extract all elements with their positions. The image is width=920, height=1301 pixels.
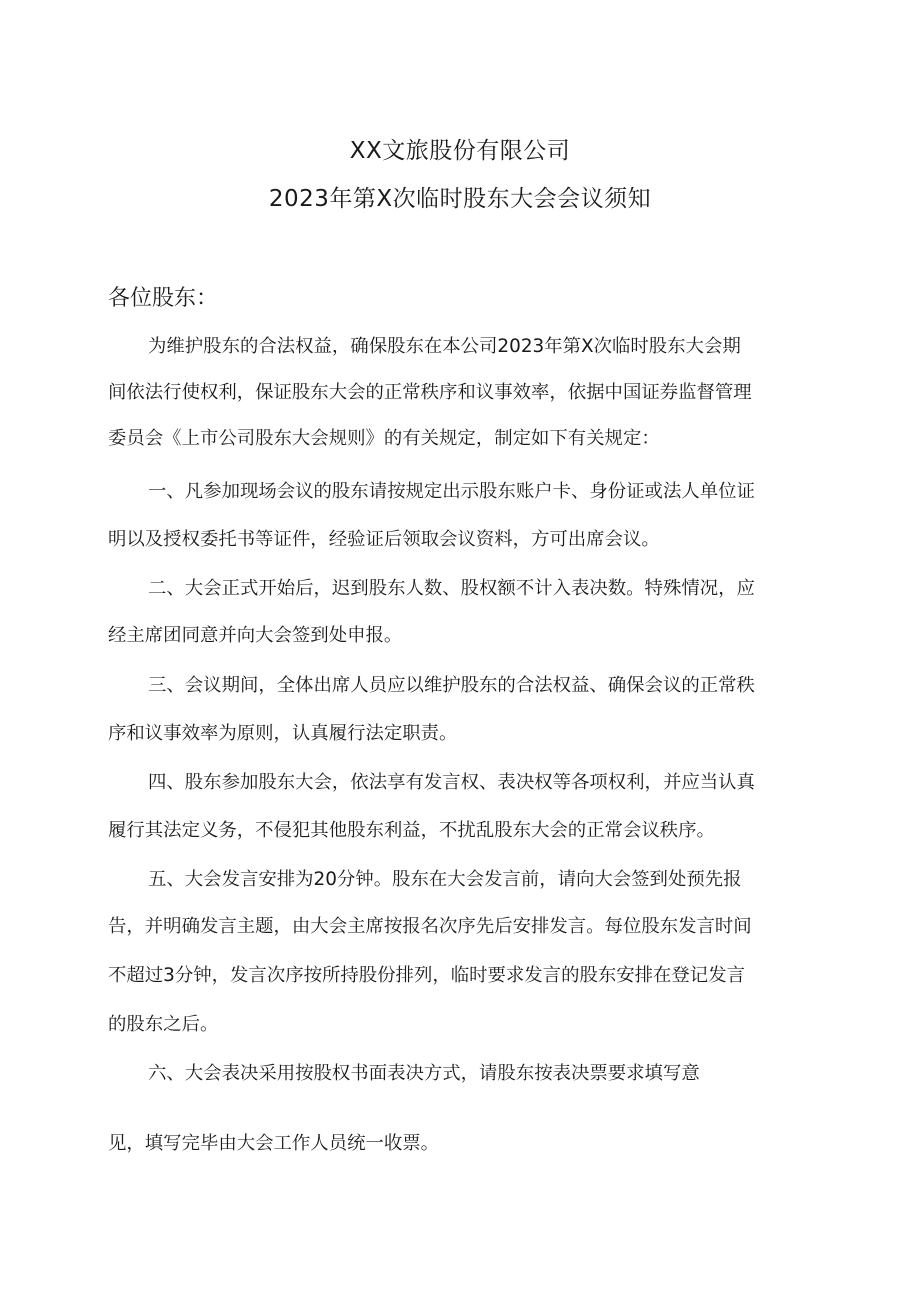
rule-6-line-1: 六、大会表决采用按股权书面表决方式，请股东按表决票要求填写意: [148, 1063, 700, 1084]
intro-line-2: 间依法行使权利，保证股东大会的正常秩序和议事效率，依据中国证券监督管理: [108, 382, 752, 403]
intro-line-3: 委员会《上市公司股东大会规则》的有关规定，制定如下有关规定：: [108, 428, 660, 449]
rule-1-line-1: 一、凡参加现场会议的股东请按规定出示股东账户卡、身份证或法人单位证: [148, 481, 755, 502]
intro-line-1: 为维护股东的合法权益，确保股东在本公司2023年第X次临时股东大会期: [148, 336, 741, 357]
rule-4-line-2: 履行其法定义务，不侵犯其他股东利益，不扰乱股东大会的正常会议秩序。: [108, 820, 715, 841]
company-title: XX文旅股份有限公司: [349, 138, 571, 164]
rule-5-line-1: 五、大会发言安排为20分钟。股东在大会发言前，请向大会签到处预先报: [148, 869, 742, 890]
meeting-title: 2023年第X次临时股东大会会议须知: [268, 186, 652, 212]
greeting: 各位股东：: [108, 286, 219, 311]
rule-1-line-2: 明以及授权委托书等证件，经验证后领取会议资料，方可出席会议。: [108, 529, 660, 550]
rule-5-line-3: 不超过3分钟，发言次序按所持股份排列，临时要求发言的股东安排在登记发言: [108, 965, 745, 986]
rule-6-line-2: 见，填写完毕由大会工作人员统一收票。: [108, 1133, 440, 1154]
rule-4-line-1: 四、股东参加股东大会，依法享有发言权、表决权等各项权利，并应当认真: [148, 772, 755, 793]
rule-5-line-2: 告，并明确发言主题，由大会主席按报名次序先后安排发言。每位股东发言时间: [108, 916, 752, 937]
rule-2-line-1: 二、大会正式开始后，迟到股东人数、股权额不计入表决数。特殊情况，应: [148, 578, 755, 599]
rule-5-line-4: 的股东之后。: [108, 1014, 219, 1035]
rule-3-line-1: 三、会议期间，全体出席人员应以维护股东的合法权益、确保会议的正常秩: [148, 675, 755, 696]
rule-2-line-2: 经主席团同意并向大会签到处申报。: [108, 625, 403, 646]
rule-3-line-2: 序和议事效率为原则，认真履行法定职责。: [108, 723, 458, 744]
